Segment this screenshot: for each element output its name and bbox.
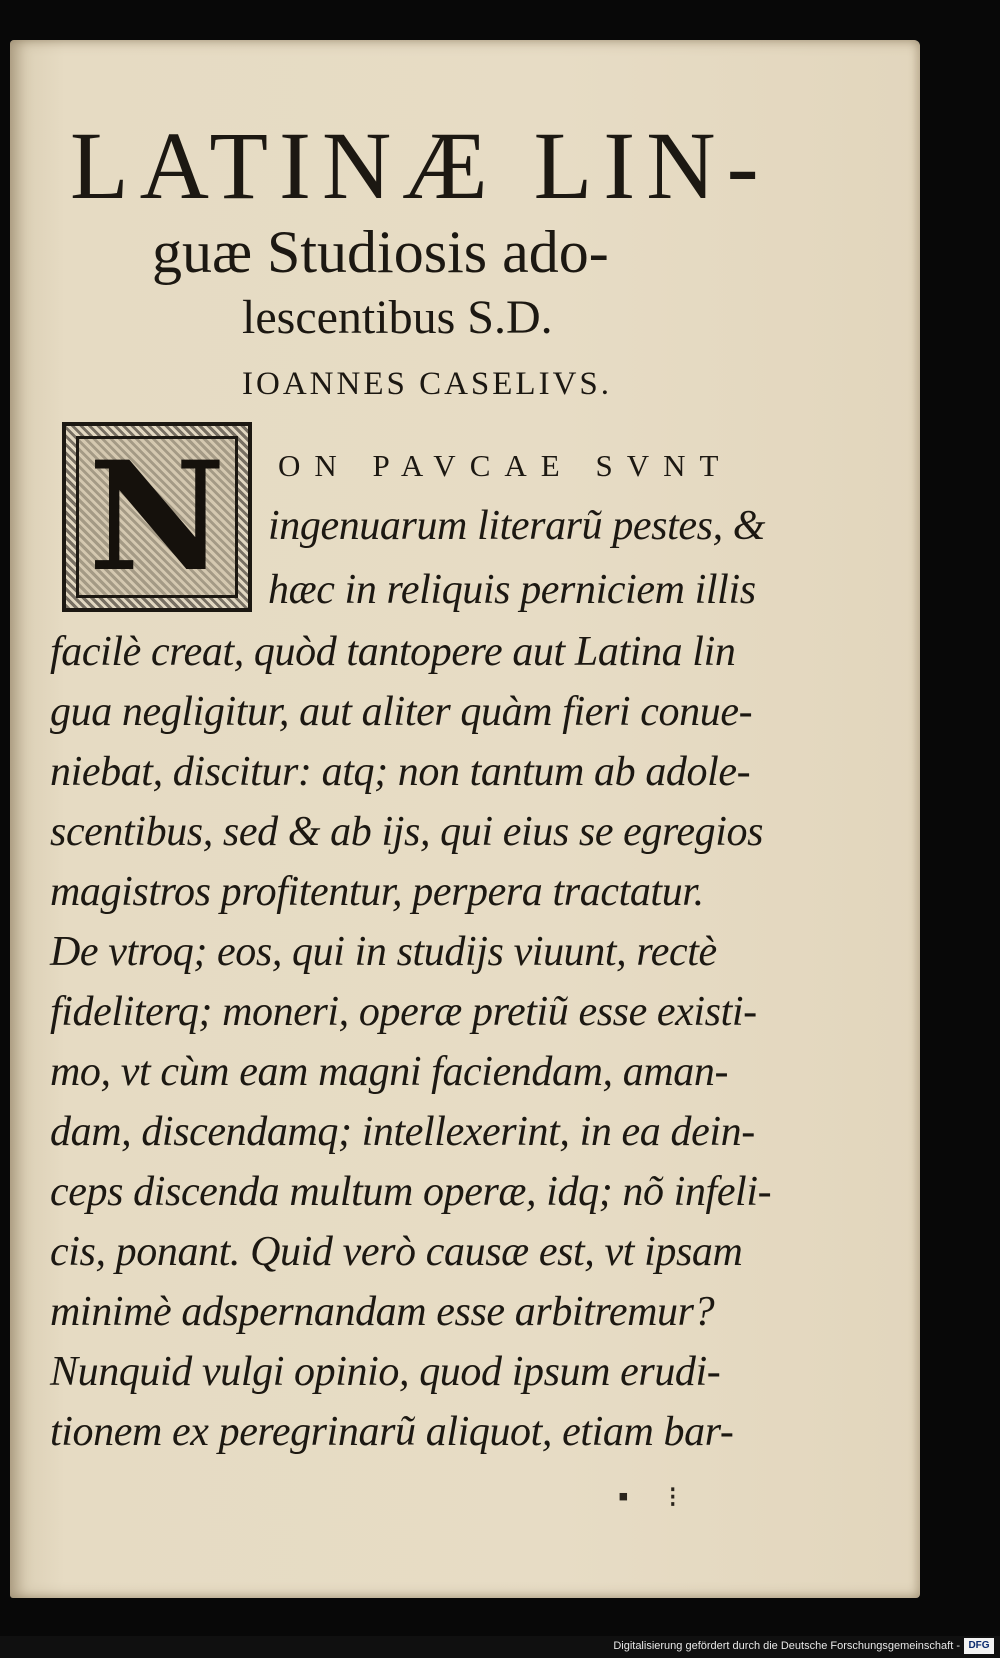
author-line: IOANNES CASELIVS. — [242, 366, 613, 402]
book-page — [10, 40, 920, 1598]
body-line-5: niebat, discitur: atq; non tantum ab adole- — [50, 749, 751, 795]
drop-cap-woodcut — [62, 422, 252, 612]
body-line-8: De vtroq; eos, qui in studijs viuunt, rectè — [50, 929, 717, 975]
drop-cap-letter: N — [88, 429, 226, 605]
ink-mark: ⁝ — [668, 1481, 678, 1514]
body-line-13: cis, ponant. Quid verò causæ est, vt ipsam — [50, 1229, 743, 1275]
body-line-15: Nunquid vulgi opinio, quod ipsum erudi- — [50, 1349, 721, 1395]
body-line-0: ON PAVCAE SVNT — [278, 448, 733, 483]
body-line-9: fideliterq; moneri, operæ pretiũ esse existi- — [50, 989, 757, 1035]
body-line-14: minimè adspernandam esse arbitremur? — [50, 1289, 715, 1335]
body-line-11: dam, discendamq; intellexerint, in ea dein- — [50, 1109, 755, 1155]
title-line-1: LATINÆ LIN- — [70, 112, 770, 219]
footer-credit: Digitalisierung gefördert durch die Deutsche Forschungsgemeinschaft - — [613, 1640, 960, 1652]
title-line-2: guæ Studiosis ado- — [152, 219, 609, 285]
body-line-3: facilè creat, quòd tantopere aut Latina lin — [50, 629, 736, 675]
body-line-7: magistros profitentur, perpera tractatur. — [50, 869, 704, 915]
body-line-12: ceps discenda multum operæ, idq; nõ infeli- — [50, 1169, 772, 1215]
body-line-16: tionem ex peregrinarũ aliquot, etiam bar- — [50, 1409, 734, 1455]
body-line-6: scentibus, sed & ab ijs, qui eius se egregios — [50, 809, 764, 855]
body-line-1: ingenuarum literarũ pestes, & — [268, 503, 766, 549]
body-line-10: mo, vt cùm eam magni faciendam, aman- — [50, 1049, 729, 1095]
body-line-4: gua negligitur, aut aliter quàm fieri conue- — [50, 689, 753, 735]
title-line-3: lescentibus S.D. — [242, 291, 553, 344]
dfg-logo: DFG — [964, 1638, 994, 1654]
ink-mark: ▪ — [618, 1480, 629, 1513]
body-line-2: hæc in reliquis perniciem illis — [268, 567, 756, 613]
drop-cap-frame — [76, 429, 238, 605]
